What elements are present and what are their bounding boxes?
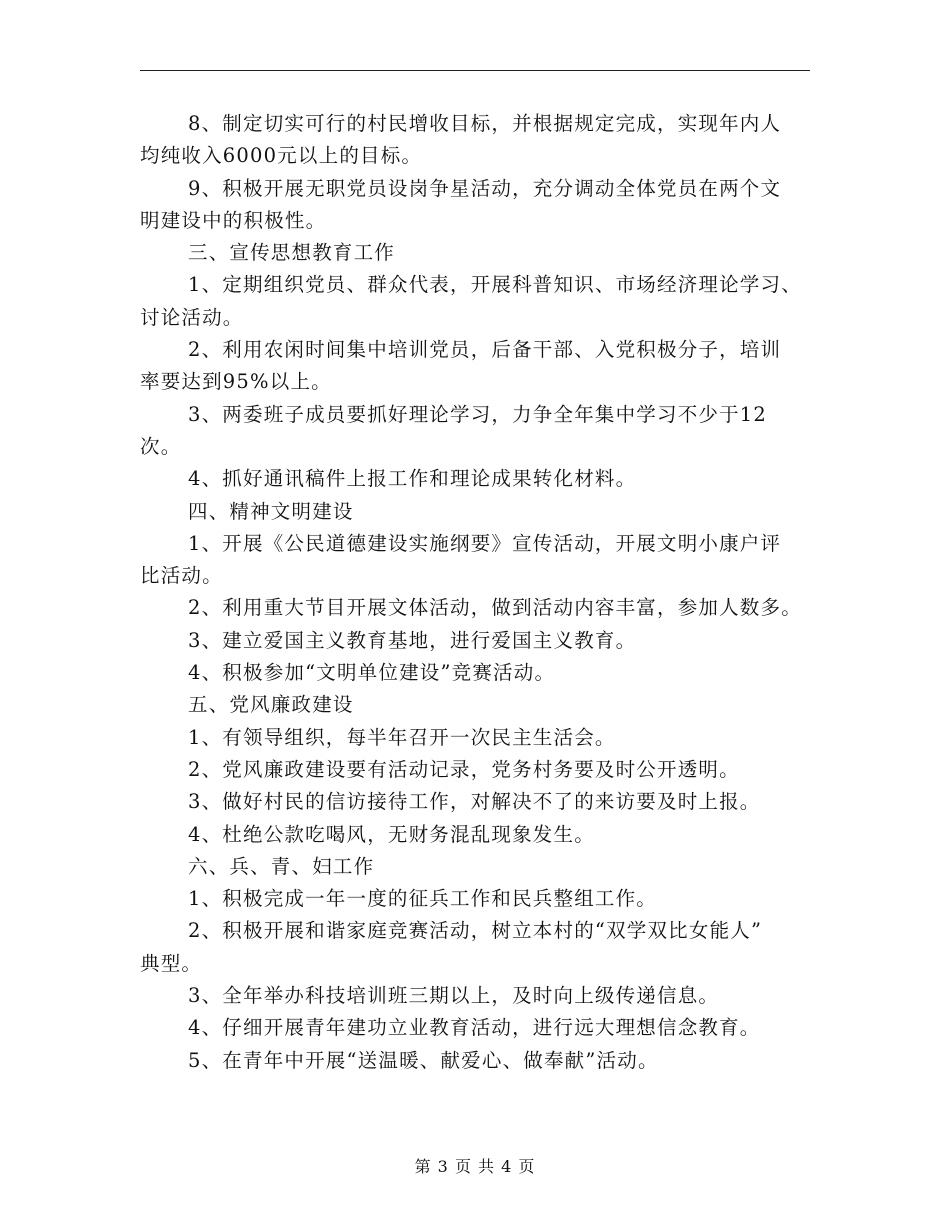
text-line: 五、党风廉政建设 [188, 693, 354, 717]
text-line: 2、利用农闲时间集中培训党员，后备干部、入党积极分子，培训 [188, 338, 782, 362]
text-line: 3、建立爱国主义教育基地，进行爱国主义教育。 [188, 628, 637, 652]
text-line: 4、仔细开展青年建功立业教育活动，进行远大理想信念教育。 [188, 1016, 761, 1040]
text-line: 三、宣传思想教育工作 [188, 241, 396, 265]
text-line: 5、在青年中开展“送温暖、献爱心、做奉献”活动。 [188, 1048, 659, 1072]
text-line: 3、做好村民的信访接待工作，对解决不了的来访要及时上报。 [188, 790, 761, 814]
text-line: 均纯收入6000元以上的目标。 [140, 144, 423, 168]
text-line: 比活动。 [140, 564, 223, 588]
text-line: 1、有领导组织，每半年召开一次民主生活会。 [188, 725, 616, 749]
text-line: 四、精神文明建设 [188, 499, 354, 523]
text-line: 率要达到95%以上。 [140, 370, 332, 394]
text-line: 讨论活动。 [140, 305, 244, 329]
text-line: 2、党风廉政建设要有活动记录，党务村务要及时公开透明。 [188, 757, 740, 781]
text-line: 4、抓好通讯稿件上报工作和理论成果转化材料。 [188, 467, 637, 491]
text-line: 3、全年举办科技培训班三期以上，及时向上级传递信息。 [188, 984, 720, 1008]
text-line: 9、积极开展无职党员设岗争星活动，充分调动全体党员在两个文 [188, 176, 782, 200]
text-line: 典型。 [140, 951, 203, 975]
text-line: 明建设中的积极性。 [140, 208, 327, 232]
text-line: 1、定期组织党员、群众代表，开展科普知识、市场经济理论学习、 [188, 273, 802, 297]
text-line: 3、两委班子成员要抓好理论学习，力争全年集中学习不少于12 [188, 402, 768, 426]
text-line: 次。 [140, 434, 182, 458]
page-number: 第 3 页 共 4 页 [414, 1157, 536, 1176]
text-line: 2、积极开展和谐家庭竞赛活动，树立本村的“双学双比女能人” [188, 919, 763, 943]
document-body [140, 108, 815, 1077]
text-line: 六、兵、青、妇工作 [188, 854, 375, 878]
text-line: 4、积极参加“文明单位建设”竞赛活动。 [188, 661, 556, 685]
page-footer [0, 1154, 950, 1177]
text-line: 1、开展《公民道德建设实施纲要》宣传活动，开展文明小康户评 [188, 531, 782, 555]
header-rule [140, 70, 810, 71]
text-line: 8、制定切实可行的村民增收目标，并根据规定完成，实现年内人 [188, 112, 782, 135]
text-line: 4、杜绝公款吃喝风，无财务混乱现象发生。 [188, 822, 595, 846]
text-line: 2、利用重大节目开展文体活动，做到活动内容丰富，参加人数多。 [188, 596, 802, 620]
text-line: 1、积极完成一年一度的征兵工作和民兵整组工作。 [188, 887, 658, 911]
